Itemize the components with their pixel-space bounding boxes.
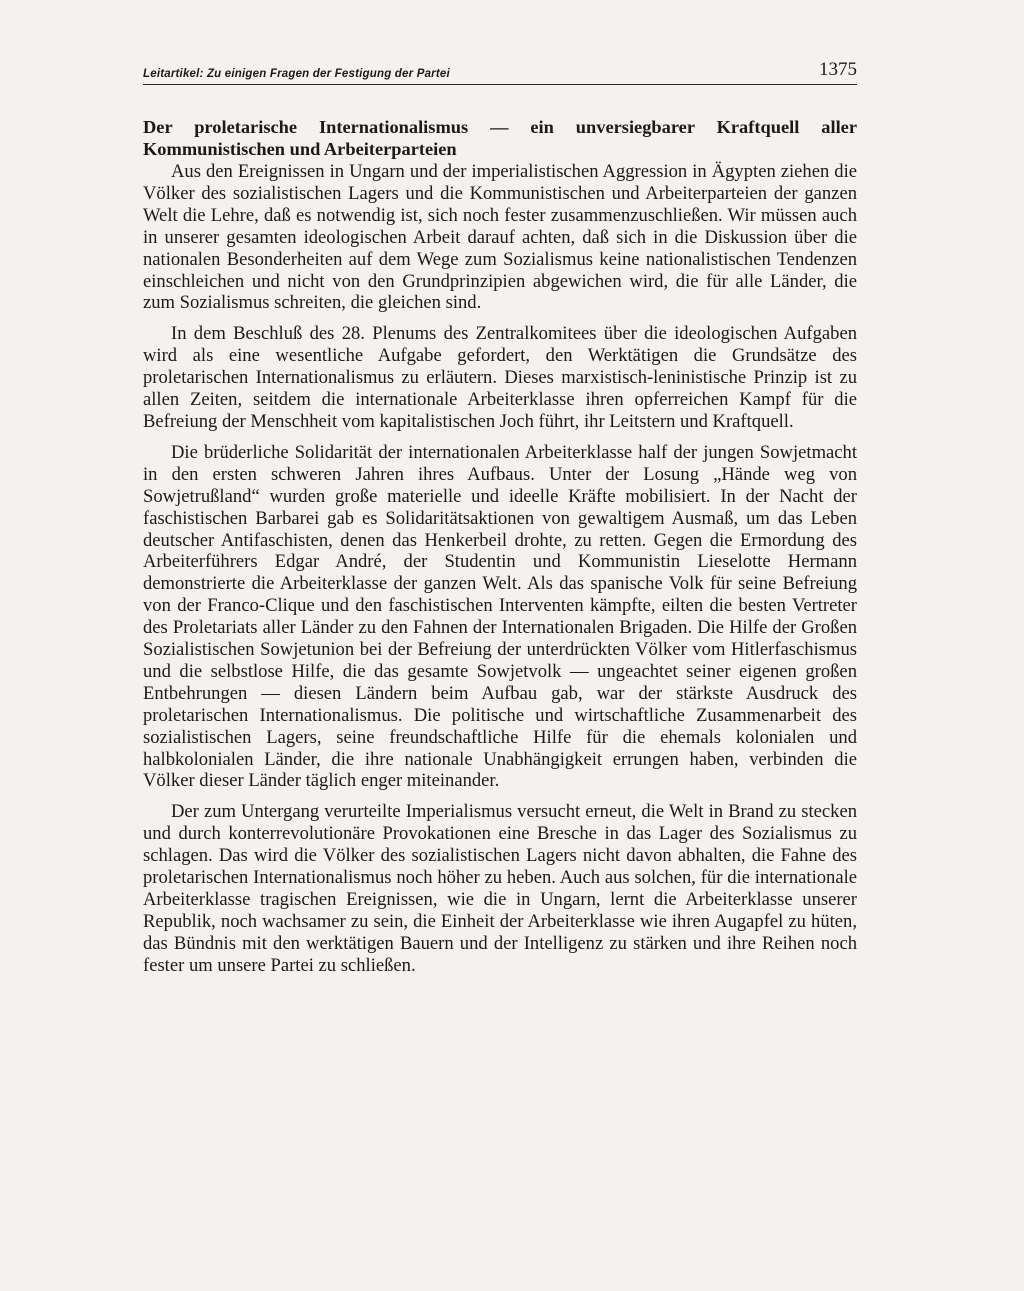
paragraph: Aus den Ereignissen in Ungarn und der imperialistischen Aggression in Ägypten ziehen die Völker des sozialistischen Lagers und die Kommunistischen und Arbeiterparteien der ganzen Welt die Lehre, daß es notwendig ist, sich noch fester zusammenzuschließen. Wir müssen auch in unserer gesamten ideologischen Arbeit darauf achten, daß sich in die Diskussion über die nationalen Besonderheiten auf dem Wege zum Sozialismus keine nationalistischen Tendenzen einschleichen und nicht von den Grundprinzipien abgewichen wird, die für alle Länder, die zum Sozialismus schreiten, die gleichen sind. xyxy=(143,161,857,314)
article-body xyxy=(143,161,857,977)
page-number: 1375 xyxy=(819,59,857,80)
paragraph: Der zum Untergang verurteilte Imperialismus versucht erneut, die Welt in Brand zu stecken und durch konterrevolutionäre Provokationen eine Bresche in das Lager des Sozialismus zu schlagen. Das wird die Völker des sozialistischen Lagers nicht davon abhalten, die Fahne des proletarischen Internationalismus noch höher zu heben. Auch aus solchen, für die internationale Arbeiterklasse tragischen Ereignissen, wie die in Ungarn, lernt die Arbeiterklasse unserer Republik, noch wachsamer zu sein, die Einheit der Arbeiterklasse wie ihren Augapfel zu hüten, das Bündnis mit den werktätigen Bauern und der Intelligenz zu stärken und ihre Reihen noch fester um unsere Partei zu schließen. xyxy=(143,801,857,976)
document-page xyxy=(143,58,857,977)
paragraph: Die brüderliche Solidarität der internationalen Arbeiterklasse half der jungen Sowjetmacht in den ersten schweren Jahren ihres Aufbaus. Unter der Losung „Hände weg von Sowjetrußland“ wurden große materielle und ideelle Kräfte mobilisiert. In der Nacht der faschistischen Barbarei gab es Solidaritätsaktionen von gewaltigem Ausmaß, um das Leben deutscher Antifaschisten, denen das Henkerbeil drohte, zu retten. Gegen die Ermordung des Arbeiterführers Edgar André, der Studentin und Kommunistin Lieselotte Hermann demonstrierte die Arbeiterklasse der ganzen Welt. Als das spanische Volk für seine Befreiung von der Franco-Clique und den faschistischen Interventen kämpfte, eilten die besten Vertreter des Proletariats aller Länder zu den Fahnen der Internationalen Brigaden. Die Hilfe der Großen Sozialistischen Sowjetunion bei der Befreiung der unterdrückten Völker vom Hitlerfaschismus und die selbstlose Hilfe, die das gesamte Sowjetvolk — ungeachtet seiner eigenen großen Entbehrungen — diesen Ländern beim Aufbau gab, war der stärkste Ausdruck des proletarischen Internationalismus. Die politische und wirtschaftliche Zusammenarbeit des sozialistischen Lagers, seine freundschaftliche Hilfe für die ehemals kolonialen und halbkolonialen Länder, die ihre nationale Unabhängigkeit errungen haben, verbinden die Völker dieser Länder täglich enger miteinander. xyxy=(143,441,857,792)
running-title: Leitartikel: Zu einigen Fragen der Festigung der Partei xyxy=(143,68,450,80)
running-header xyxy=(143,58,857,85)
paragraph: In dem Beschluß des 28. Plenums des Zentralkomitees über die ideologischen Aufgaben wird als eine wesentliche Aufgabe gefordert, den Werktätigen die Grundsätze des proletarischen Internationalismus zu erläutern. Dieses marxistisch-leninistische Prinzip ist zu allen Zeiten, seitdem die internationale Arbeiterklasse ihren opferreichen Kampf für die Befreiung der Menschheit vom kapitalistischen Joch führt, ihr Leitstern und Kraftquell. xyxy=(143,323,857,432)
section-heading: Der proletarische Internationalismus — ein unversiegbarer Kraftquell aller Kommunistischen und Arbeiterparteien xyxy=(143,117,857,159)
